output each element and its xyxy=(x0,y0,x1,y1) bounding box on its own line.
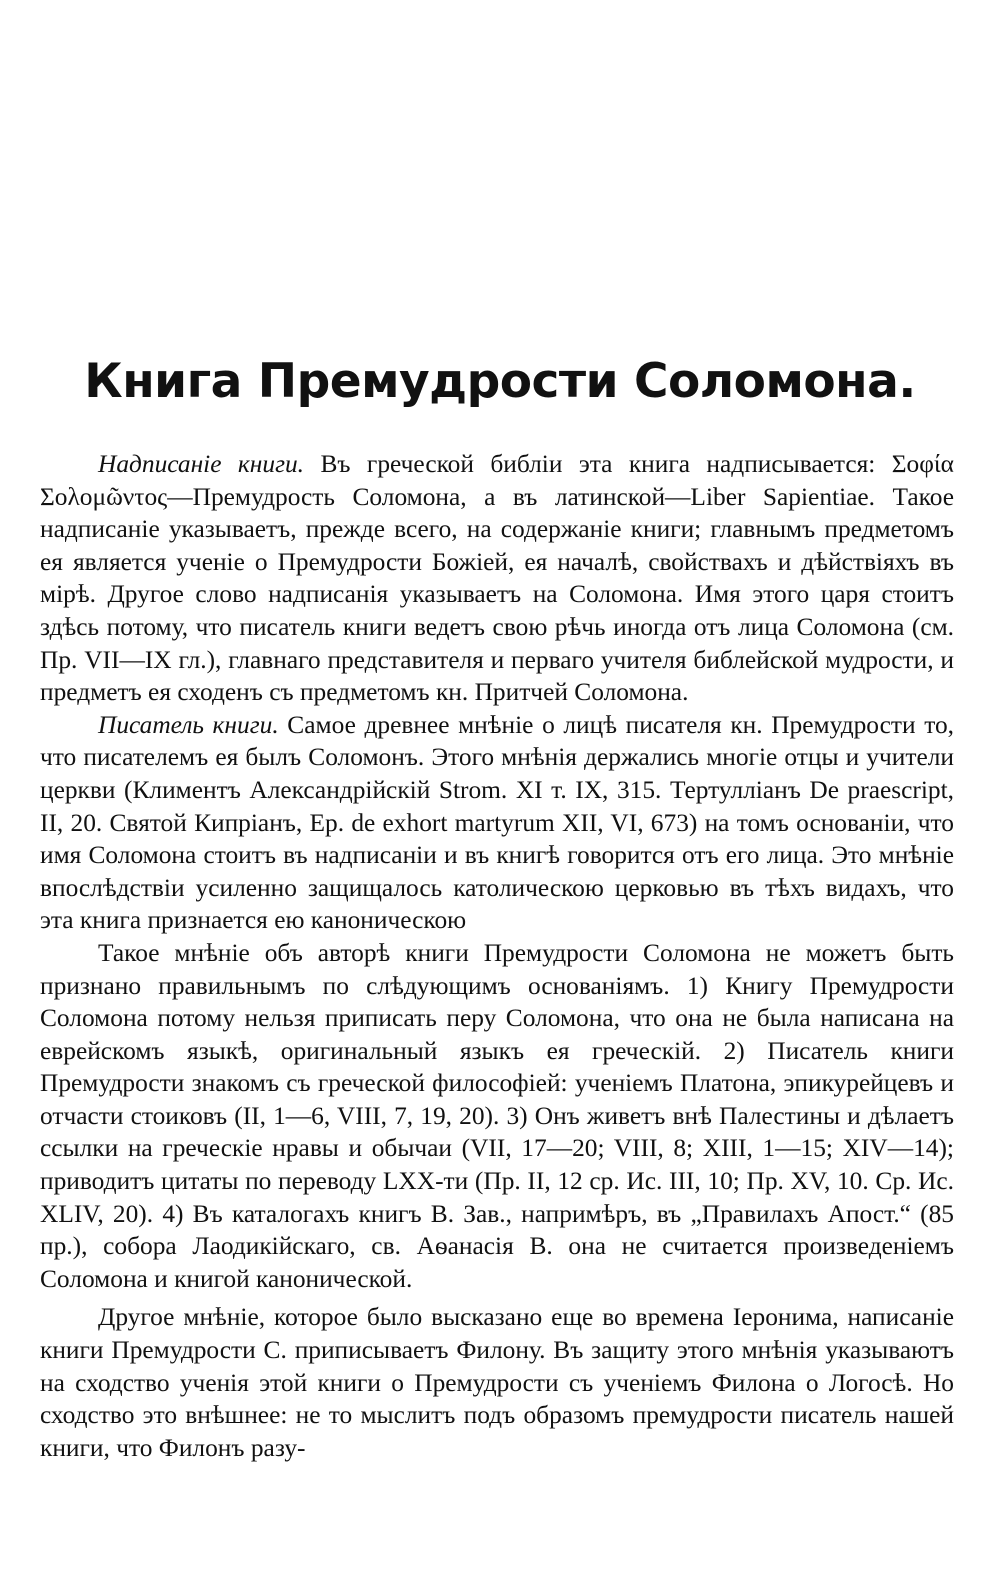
page-title: Книга Премудрости Соломона. xyxy=(84,354,916,409)
paragraph-text: Такое мнѣніе объ авторѣ книги Премудрости Соломона не можетъ быть признано правильнымъ по слѣдующимъ основаніямъ. 1) Книгу Премудрости Соломона потому нельзя приписать перу Соломона, что она не была написана на еврейскомъ языкѣ, оригинальный языкъ ея греческій. 2) Писатель книги Премудрости знакомъ съ греческой философіей: ученіемъ Платона, эпикурейцевъ и отчасти стоиковъ (II, 1—6, VIII, 7, 19, 20). 3) Онъ живетъ внѣ Палестины и дѣлаетъ ссылки на греческіе нравы и обычаи (VII, 17—20; VIII, 8; XIII, 1—15; XIV—14); приводитъ цитаты по переводу LXX-ти (Пр. II, 12 ср. Ис. III, 10; Пр. XV, 10. Ср. Ис. XLIV, 20). 4) Въ каталогахъ книгъ В. Зав., напримѣръ, въ „Правилахъ Апост.“ (85 пр.), собора Лаодикійскаго, св. Аѳанасія В. она не считается произведеніемъ Соломона и книгой канонической. xyxy=(40,938,954,1293)
body-text xyxy=(40,448,954,1464)
paragraph-objections xyxy=(40,937,954,1296)
paragraph-text: Въ греческой библіи эта книга надписывается: Σοφία Σολομῶντος—Премудрость Соломона, а въ латинской—Liber Sapientiae. Такое надписаніе указываетъ, прежде всего, на содержаніе книги; главнымъ предметомъ ея является ученіе о Премудрости Божіей, ея началѣ, свойствахъ и дѣйствіяхъ въ мірѣ. Другое слово надписанія указываетъ на Соломона. Имя этого царя стоитъ здѣсь потому, что писатель книги ведетъ свою рѣчь иногда отъ лица Соломона (см. Пр. VII—IX гл.), главнаго представителя и перваго учителя библейской мудрости, и предметъ ея сходенъ съ предметомъ кн. Притчей Соломона. xyxy=(40,450,954,707)
paragraph-text: Другое мнѣніе, которое было высказано еще во времена Іеронима, написаніе книги Премудрости С. приписываетъ Филону. Въ защиту этого мнѣнія указываютъ на сходство ученія этой книги о Премудрости съ ученіемъ Филона о Логосѣ. Но сходство это внѣшнее: не то мыслитъ подъ образомъ премудрости писатель нашей книги, что Филонъ разу- xyxy=(40,1303,954,1462)
paragraph-lead: Надписаніе книги. xyxy=(98,450,305,478)
paragraph-philo xyxy=(40,1301,954,1464)
paragraph-author xyxy=(40,709,954,937)
paragraph-inscription xyxy=(40,448,954,709)
paragraph-lead: Писатель книги. xyxy=(98,710,279,739)
paragraph-text: Самое древнее мнѣніе о лицѣ писателя кн. Премудрости то, что писателемъ ея былъ Соломонъ. Этого мнѣнія держались многіе отцы и учители церкви (Климентъ Александрійскій Strom. XI т. IX, 315. Тертулліанъ De praescript, II, 20. Святой Кипріанъ, Ep. de exhort martyrum XII, VI, 673) на томъ основаніи, что имя Соломона стоитъ въ надписаніи и въ книгѣ говорится отъ его лица. Это мнѣніе впослѣдствіи усиленно защищалось католическою церковью въ тѣхъ видахъ, что эта книга признается ею каноническою xyxy=(40,710,955,935)
